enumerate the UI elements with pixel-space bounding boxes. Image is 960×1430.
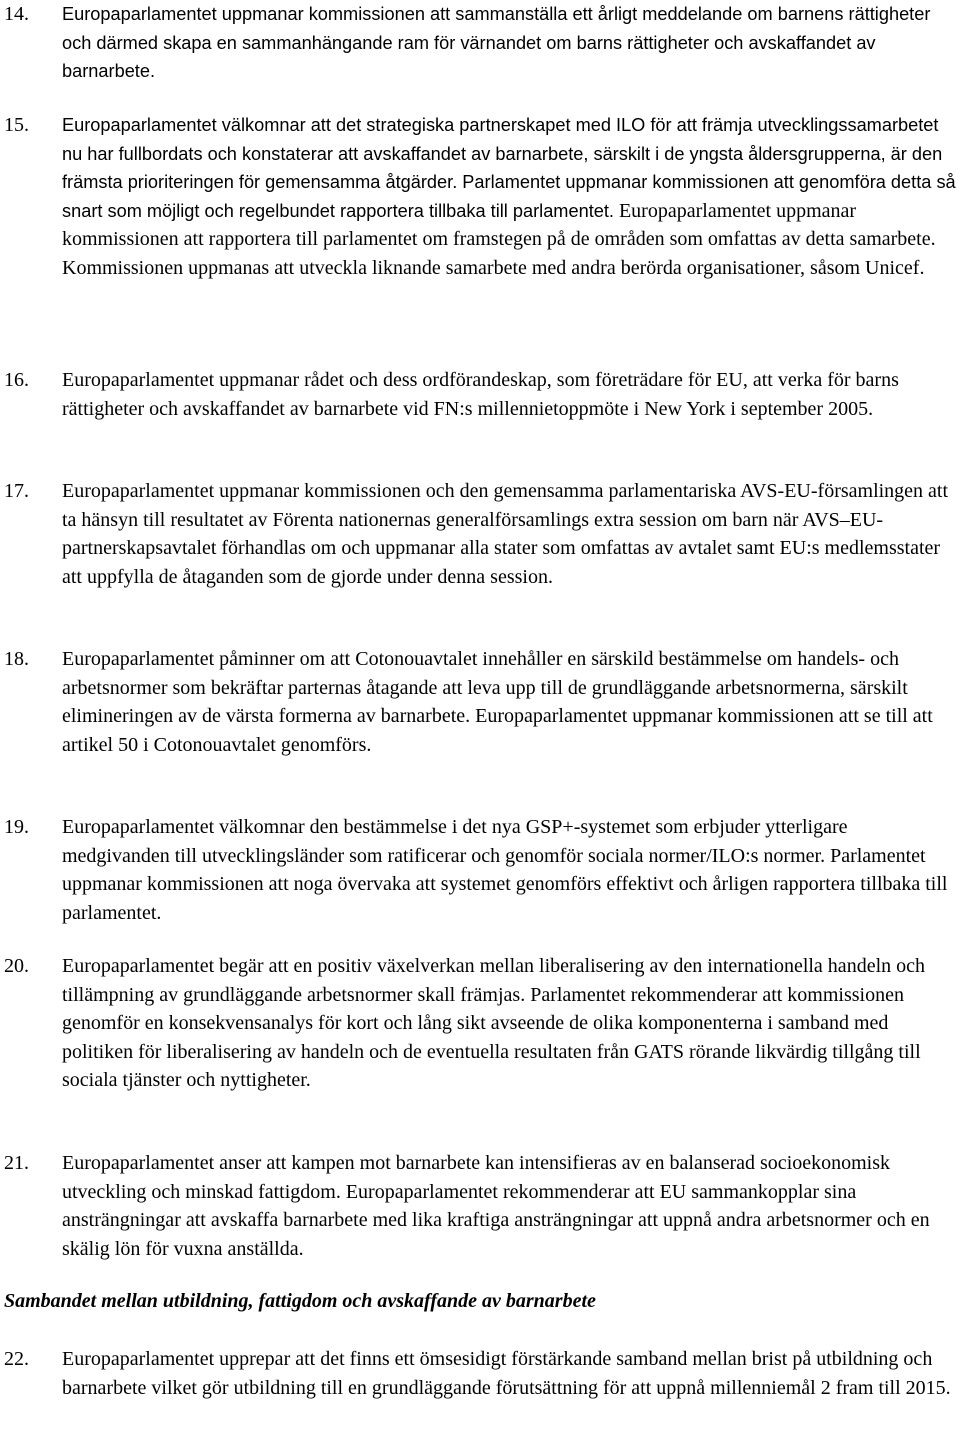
paragraph-text — [62, 645, 958, 759]
paragraph-number: 16. — [4, 369, 29, 391]
paragraph-text-segment: Europaparlamentet upprepar att det finns ett ömsesidigt förstärkande samband mellan brist på utbildning och barnarbete vilket gör utbildning till en grundläggande förutsättning för att uppnå millenniemål 2 fram till 2015. — [62, 1348, 951, 1399]
paragraph-number: 14. — [4, 3, 29, 25]
paragraph-text-segment: Europaparlamentet begär att en positiv växelverkan mellan liberalisering av den internationella handeln och tillämpning av grundläggande arbetsnormer skall främjas. Parlamentet rekommenderar att kommissionen genomför en konsekvensanalys för kort och lång sikt avseende de olika komponenterna i samband med politiken för liberalisering av handeln och de eventuella resultaten från GATS rörande likvärdig tillgång till sociala tjänster och nyttigheter. — [62, 955, 925, 1091]
paragraph-text-segment: Europaparlamentet uppmanar kommissionen att sammanställa ett årligt meddelande om barnens rättigheter och därmed skapa en sammanhängande ram för värnandet om barns rättigheter och avskaffandet av barnarbete. — [62, 4, 931, 81]
paragraph-text — [62, 952, 958, 1095]
paragraph-text-segment: Europaparlamentet påminner om att Cotonouavtalet innehåller en särskild bestämmelse om handels- och arbetsnormer som bekräftar parternas åtagande att leva upp till de grundläggande arbetsnormerna, särskilt elimineringen av de värsta formerna av barnarbete. Europaparlamentet uppmanar kommissionen att se till att artikel 50 i Cotonouavtalet genomförs. — [62, 648, 933, 756]
paragraph-text — [62, 366, 958, 423]
paragraph-text — [62, 1345, 958, 1402]
paragraph-text — [62, 813, 958, 927]
paragraph-number: 19. — [4, 816, 29, 838]
paragraph-text-segment: Europaparlamentet uppmanar kommissionen att rapportera till parlamentet om framstegen på de områden som omfattas av detta samarbete. Kommissionen uppmanas att utveckla liknande samarbete med andra berörda organisationer, såsom Unicef. — [62, 199, 936, 279]
paragraph-text — [62, 477, 958, 591]
section-heading: Sambandet mellan utbildning, fattigdom och avskaffande av barnarbete — [4, 1290, 596, 1312]
paragraph-number: 18. — [4, 648, 29, 670]
paragraph-text — [62, 0, 958, 86]
paragraph-text — [62, 111, 958, 282]
paragraph-text-segment: Europaparlamentet uppmanar kommissionen och den gemensamma parlamentariska AVS-EU-församlingen att ta hänsyn till resultatet av Förenta nationernas generalförsamlings extra session om barn när AVS–EU-partnerskapsavtalet förhandlas om och uppmanar alla stater som omfattas av avtalet samt EU:s medlemsstater att uppfylla de åtaganden som de gjorde under denna session. — [62, 480, 949, 588]
paragraph-number: 17. — [4, 480, 29, 502]
paragraph-text-segment: Europaparlamentet uppmanar rådet och dess ordförandeskap, som företrädare för EU, att verka för barns rättigheter och avskaffandet av barnarbete vid FN:s millennietoppmöte i New York i september 2005. — [62, 369, 899, 420]
paragraph-text-segment: Europaparlamentet anser att kampen mot barnarbete kan intensifieras av en balanserad socioekonomisk utveckling och minskad fattigdom. Europaparlamentet rekommenderar att EU sammankopplar sina ansträngningar att avskaffa barnarbete med lika kraftiga ansträngningar att uppnå andra arbetsnormer och en skälig lön för vuxna anställda. — [62, 1152, 930, 1260]
paragraph-text — [62, 1149, 958, 1263]
paragraph-number: 21. — [4, 1152, 29, 1174]
paragraph-text-segment: Europaparlamentet välkomnar att det strategiska partnerskapet med ILO för att främja utvecklingssamarbetet nu har fullbordats och konstaterar att avskaffandet av barnarbete, särskilt i de yngsta åldersgrupperna, är den främsta prioriteringen för gemensamma åtgärder. Parlamentet uppmanar kommissionen att genomföra detta så snart som möjligt och regelbundet rapportera tillbaka till parlamentet. — [62, 115, 956, 221]
paragraph-number: 20. — [4, 955, 29, 977]
paragraph-text-segment: Europaparlamentet välkomnar den bestämmelse i det nya GSP+-systemet som erbjuder ytterligare medgivanden till utvecklingsländer som ratificerar och genomför sociala normer/ILO:s normer. Parlamentet uppmanar kommissionen att noga övervaka att systemet genomförs effektivt och årligen rapportera tillbaka till parlamentet. — [62, 816, 948, 924]
paragraph-number: 15. — [4, 114, 29, 136]
paragraph-number: 22. — [4, 1348, 29, 1370]
